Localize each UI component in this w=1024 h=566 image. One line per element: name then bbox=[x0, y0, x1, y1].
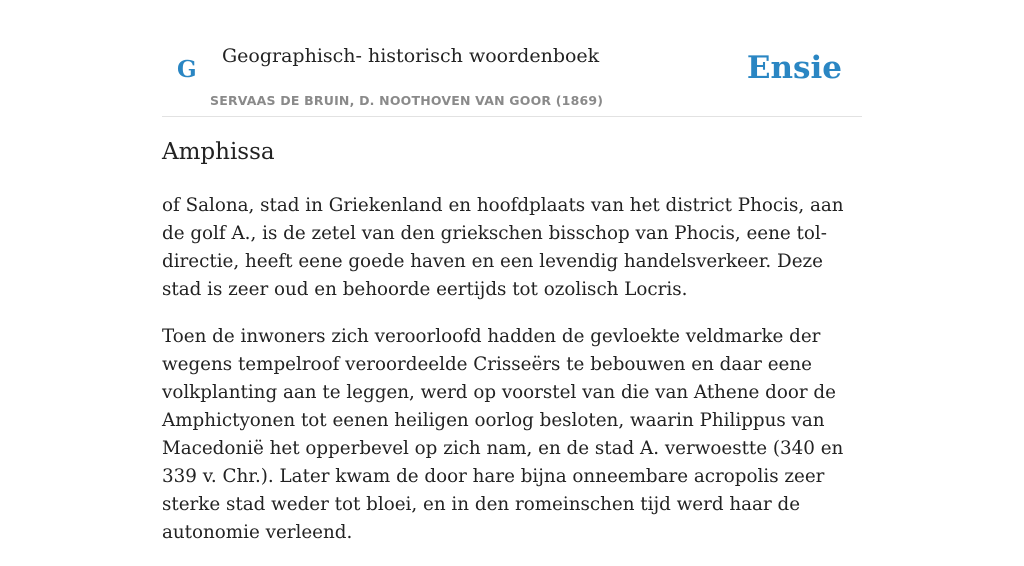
book-author: SERVAAS DE BRUIN, D. NOOTHOVEN VAN GOOR (1869) bbox=[210, 93, 604, 108]
entry-paragraph-2: Toen de inwoners zich veroorloofd hadden de gevloekte veldmarke der wegens tempelroof veroordeelde Crisseërs te bebouwen en daar eene volkplanting aan te leggen, werd op voorstel van die van Athene door de Amphictyonen tot eenen heiligen oorlog besloten, waarin Philippus van Macedonië het opperbevel op zich nam, en de stad A. verwoestte (340 en 339 v. Chr.). Later kwam de door hare bijna onneembare acropolis zeer sterke stad weder tot bloei, en in den romeinschen tijd werd haar de autonomie verleend. bbox=[162, 326, 844, 543]
entry-body bbox=[162, 192, 862, 566]
header bbox=[162, 0, 862, 117]
book-logo-link[interactable]: G bbox=[177, 56, 197, 83]
entry-paragraph-1: of Salona, stad in Griekenland en hoofdplaats van het district Phocis, aan de golf A., is de zetel van den griekschen bisschop van Phocis, eene tol-directie, heeft eene goede haven en een levendig handelsverkeer. Deze stad is zeer oud en behoorde eertijds tot ozolisch Locris. bbox=[162, 195, 844, 300]
entry-title: Amphissa bbox=[162, 139, 275, 165]
brand-logo-link[interactable]: Ensie bbox=[746, 50, 842, 86]
book-title-link[interactable]: Geographisch- historisch woordenboek bbox=[222, 45, 600, 67]
